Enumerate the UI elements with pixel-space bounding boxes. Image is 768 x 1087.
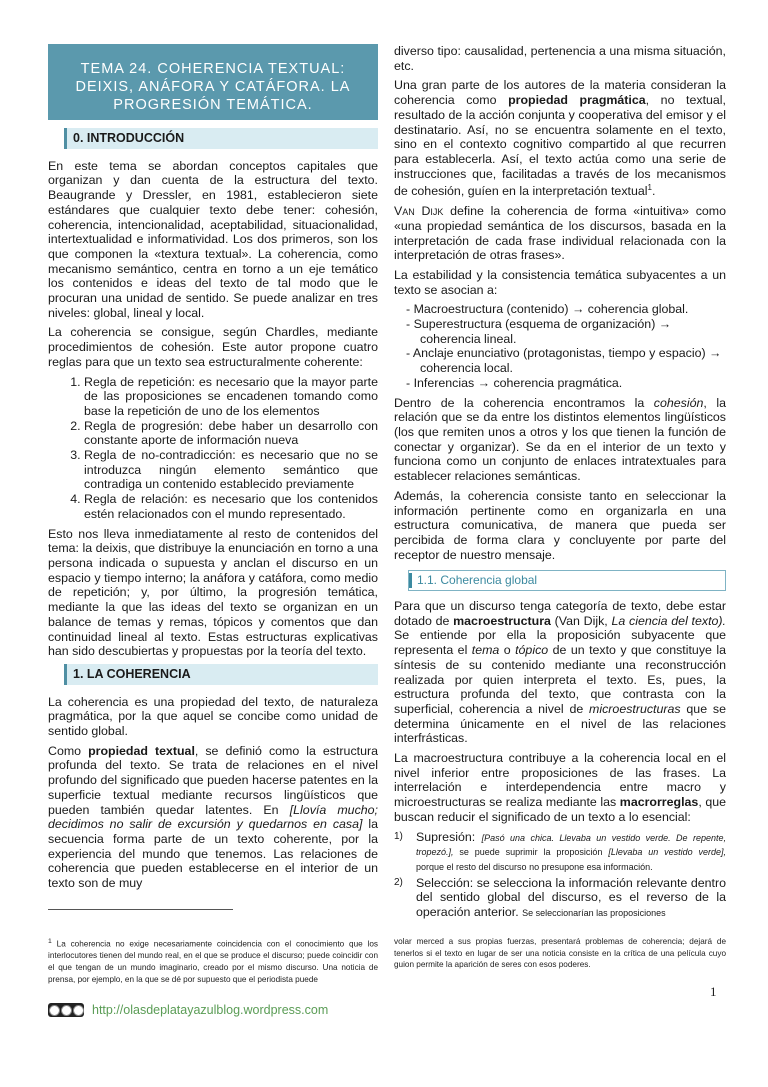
left-column [48,44,378,896]
right-paragraph-8: La macroestructura contribuye a la coherencia local en el nivel inferior entre proposiciones de las frases. La interrelación e interdependencia entre macro y microestructuras se realiza mediante las macrorreglas, que buscan reducir el significado de un texto a lo esencial: [394,751,727,824]
heading-coherencia-global: 1.1. Coherencia global [408,570,726,591]
right-paragraph-7: Para que un discurso tenga categoría de texto, debe estar dotado de macroestructura (Van Dijk, La ciencia del texto). Se entiende por ella la proposición subyacente que representa el tema o tópico de un texto y que constituye la síntesis de su contenido mediante una reconstrucción realizada por quien interpreta el texto. Es, pues, la estructura profunda del texto, que contrasta con la superficial, coherencia a nivel de microestructuras que se determina únicamente en el nivel de las relaciones interfrásticas. [394,599,726,746]
macrorule-supresion: 1) Supresión: [Pasó una chica. Llevaba un vestido verde. De repente, tropezó.], se puede suprimir la proposición [Llevaba un vestido verde], porque el resto del discurso no presupone esa información. [394,829,726,872]
footer [48,1001,328,1019]
right-paragraph-3: Van Dijk define la coherencia de forma «intuitiva» como «una propiedad semántica de los discursos, basada en la interpretación de cada frase individual relacionada con la interpretación de otras frases». [394,204,726,263]
heading-introduccion: 0. INTRODUCCIÓN [64,128,378,149]
document-title: TEMA 24. COHERENCIA TEXTUAL: DEIXIS, ANÁFORA Y CATÁFORA. LA PROGRESIÓN TEMÁTICA. [48,44,378,120]
intro-paragraph-1: En este tema se abordan conceptos capitales que organizan y dan cuenta de la estructura del texto. Beaugrande y Dressler, en 1981, establecieron siete estándares que cualquier texto debe tener: cohesión, coherencia, intencionalidad, aceptabilidad, situacionalidad, intertextualidad e informatividad. Los dos primeros, son los que componen la «textura textual». La coherencia, como mecanismo semántico, centra en torno a un eje temático los contenidos e ideas del texto de tal modo que le procuran una unidad de sentido. Se puede analizar en tres niveles: global, lineal y local. [48,158,378,320]
right-paragraph-2: Una gran parte de los autores de la materia consideran la coherencia como propiedad pragmática, no textual, resultado de la acción conjunta y cooperativa del emisor y el destinatario. Así, no se encuentra solamente en el texto, sino en el contexto cognitivo compartido al que recurren para establecerla. Así, el texto actúa como una serie de instrucciones que, facilitadas a través de los mecanismos de cohesión, guíen en la interpretación textual$^1$. [394,78,726,199]
right-paragraph-5: Dentro de la coherencia encontramos la cohesión, la relación que se da entre los distintos elementos lingüísticos (los que remiten unos a otros y los que tienen la función de conectar y organizar). Se da en el interior de un texto y funciona como un conjunto de enlaces intratextuales para establecer relaciones semánticas. [394,395,726,484]
macrorule-seleccion: 2) Selección: se selecciona la información relevante dentro del sentido global del discurso, es el reverso de la operación anterior. Se seleccionarían las proposiciones [394,875,726,920]
rule-item: 4. Regla de relación: es necesario que los contenidos estén relacionados con el mundo representado. [84,492,378,521]
rule-item: 1. Regla de repetición: es necesario que la mayor parte de las proposiciones se encadenen tomando como base la repetición de uno de los elementos [84,375,378,419]
footnote-left: $^1$ La coherencia no exige necesariamente coincidencia con el conocimiento que los interlocutores tienen del mundo real, en el que se produce el discurso; puede coincidir con el que tengan de un mundo imaginario, creado por el mismo discurso. Una noticia de prensa, por ejemplo, en la que se dé por supuesto que el periodista puede [48,938,378,984]
right-paragraph-4: La estabilidad y la consistencia temática subyacentes a un texto se asocian a: [394,267,726,297]
coherencia-paragraph-1: La coherencia es una propiedad del texto, de naturaleza pragmática, por la que aquel se concibe como unidad de sentido global. [48,694,378,739]
rules-list [48,375,378,522]
right-paragraph-1: diverso tipo: causalidad, pertenencia a una misma situación, etc. [394,44,726,73]
association-item: - Inferencias → coherencia pragmática. [406,375,623,390]
heading-coherencia: 1. LA COHERENCIA [64,664,378,685]
intro-paragraph-2: La coherencia se consigue, según Chardles, mediante procedimientos de cohesión. Este autor propone cuatro reglas para que un texto sea estructuralmente coherente: [48,325,378,369]
association-list [394,302,726,390]
right-column [394,44,726,922]
intro-paragraph-3: Esto nos lleva inmediatamente al resto de contenidos del tema: la deixis, que distribuye la enunciación en torno a una persona indicada o supuesta y anclan el discurso en un espacio y tiempo interno; la anáfora y catáfora, como medio de repetición; y, por último, la progresión temática, mediante la que las ideas del texto se organizan en un balance de temas y remas, tópicos y comentos que dan continuidad lineal al texto. Estas estructuras explicativas han sido descubiertas y propuestas por la teoría del texto. [48,526,378,659]
rule-item: 3. Regla de no-contradicción: es necesario que no se introduzca ningún elemento semántico que contradiga un contenido establecido previamente [84,448,378,492]
footnote-ref[interactable]: 1 [647,183,652,193]
association-item: - Anclaje enunciativo (protagonistas, tiempo y espacio) → coherencia local. [406,346,722,376]
association-item: - Macroestructura (contenido) → coherencia global. [406,302,689,317]
association-item: - Superestructura (esquema de organización) → coherencia lineal. [406,317,672,346]
footnote-separator [48,909,233,910]
cc-license-icon[interactable] [48,1003,84,1017]
coherencia-paragraph-2: Como propiedad textual, se definió como la estructura profunda del texto. Se trata de relaciones en el nivel profundo del significado que pueden hacerse patentes en la superficie textual mediante recursos lingüísticos que pueden también quedar latentes. En [Llovía mucho; decidimos no salir de excursión y quedarnos en casa] la secuencia forma parte de un texto coherente, por la experiencia del mundo que tenemos. Las relaciones de coherencia que pueden establecerse en el interior de un texto son de muy [48,743,378,891]
rule-item: 2. Regla de progresión: debe haber un desarrollo con constante aporte de información nueva [84,419,378,448]
right-paragraph-6: Además, la coherencia consiste tanto en seleccionar la información pertinente como en organizarla en una estructura comunicativa, de manera que pueda ser percibida de forma clara y concluyente por parte del receptor de nuestro mensaje. [394,488,726,562]
footnote-right: volar merced a sus propias fuerzas, presentará problemas de coherencia; dejará de tenerlos si el texto en lugar de ser una noticia consiste en la crítica de una película cuyo guion permite la aparición de seres con esos poderes. [394,937,726,970]
page-number: 1 [710,984,717,999]
footer-url-link[interactable]: http://olasdeplatayazulblog.wordpress.com [92,1003,329,1017]
